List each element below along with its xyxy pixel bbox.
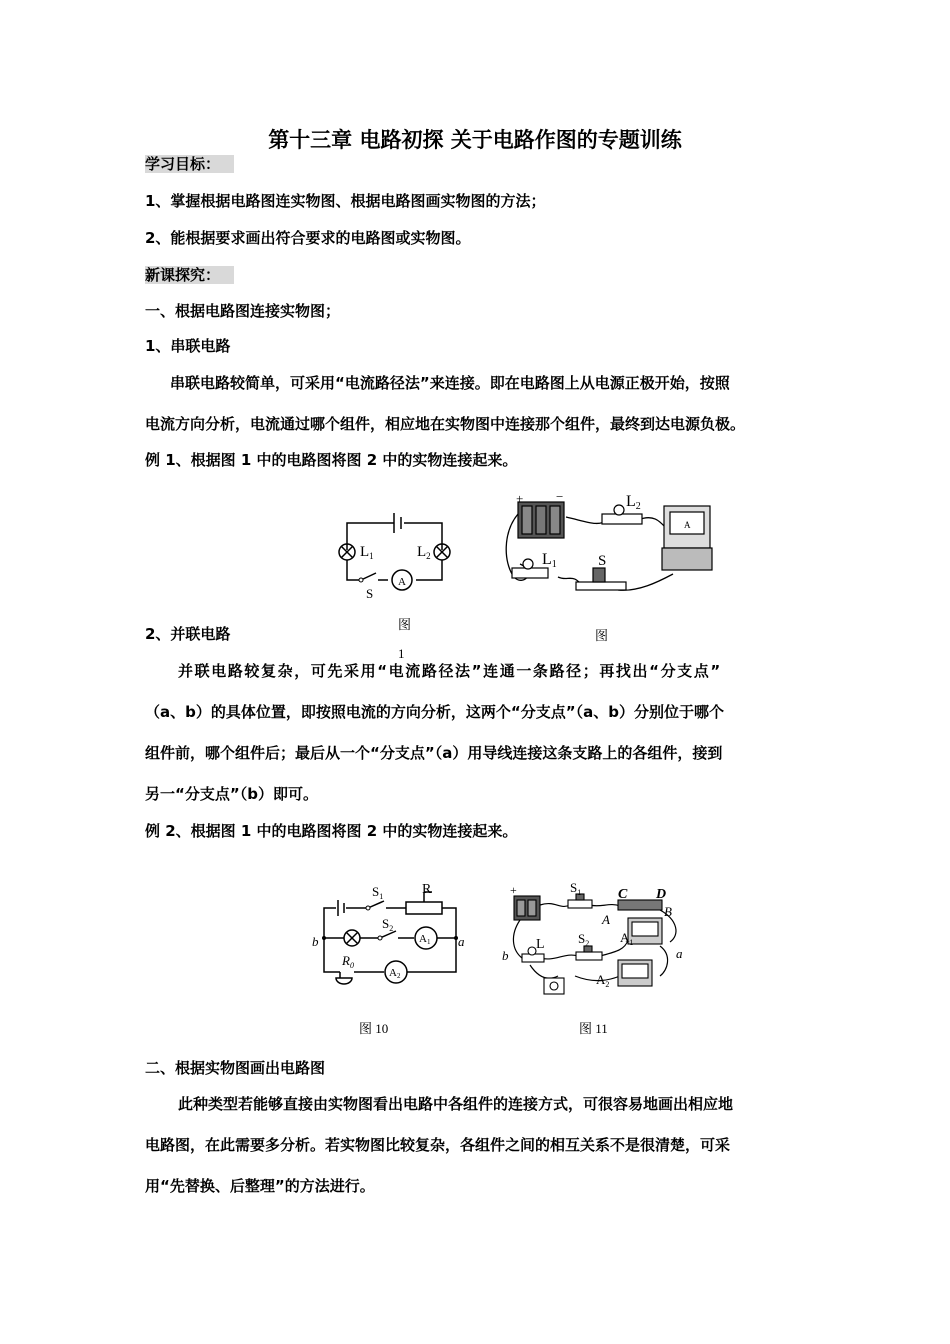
fig1-label-L2: $L_2$ xyxy=(417,544,431,561)
section-2-paragraph-line-2: 电路图，在此需要多分析。若实物图比较复杂，各组件之间的相互关系不是很清楚，可采 xyxy=(145,1136,731,1154)
fig1-label-L1: $L_1$ xyxy=(360,544,374,561)
fig11-label-L: L xyxy=(536,937,545,952)
fig11-label-b: b xyxy=(502,948,509,963)
figure-1-circuit-diagram xyxy=(330,505,460,605)
goal-item-2: 2、能根据要求画出符合要求的电路图或实物图。 xyxy=(145,229,471,247)
series-heading: 1、串联电路 xyxy=(145,337,231,355)
figure-2-physical-circuit xyxy=(498,492,718,602)
example-1: 例 1、根据图 1 中的电路图将图 2 中的实物连接起来。 xyxy=(145,451,518,469)
fig10-label-R: R xyxy=(422,882,432,897)
fig10-label-A1: A1 xyxy=(419,933,431,946)
series-paragraph-line-2: 电流方向分析，电流通过哪个组件，相应地在实物图中连接那个组件，最终到达电源负极。 xyxy=(145,415,746,433)
figure-10-caption: 图 10 xyxy=(359,1021,389,1036)
fig10-label-S2: $S_2$ xyxy=(382,916,394,933)
fig11-label-a: a xyxy=(676,946,683,961)
fig2-label-L1: L1 xyxy=(542,551,557,570)
new-lesson-heading: 新课探究： xyxy=(145,264,234,285)
parallel-paragraph-line-2: （a、b）的具体位置，即按照电流的方向分析，这两个“分支点”（a、b）分别位于哪个 xyxy=(145,703,724,721)
series-paragraph-line-1: 串联电路较简单，可采用“电流路径法”来连接。即在电路图上从电源正极开始，按照 xyxy=(170,374,730,392)
example-2: 例 2、根据图 1 中的电路图将图 2 中的实物连接起来。 xyxy=(145,822,518,840)
fig2-meter-label: A xyxy=(684,520,691,530)
fig11-label-A: A xyxy=(602,912,610,927)
fig10-label-a: a xyxy=(458,934,465,949)
fig11-plus-sign: + xyxy=(510,883,517,897)
section-2-heading: 二、根据实物图画出电路图 xyxy=(145,1059,326,1077)
figure-1-caption-number: 1 xyxy=(398,646,405,661)
parallel-paragraph-line-3: 组件前，哪个组件后；最后从一个“分支点”（a）用导线连接这条支路上的各组件，接到 xyxy=(145,744,723,762)
section-2-paragraph-line-3: 用“先替换、后整理”的方法进行。 xyxy=(145,1177,375,1195)
parallel-heading: 2、并联电路 xyxy=(145,625,231,643)
fig11-label-A2: $A_2$ xyxy=(596,972,610,989)
figure-11-caption: 图 11 xyxy=(579,1021,608,1036)
parallel-paragraph-line-1: 并联电路较复杂，可先采用“电流路径法”连通一条路径；再找出“分支点” xyxy=(178,662,722,680)
fig10-label-b: b xyxy=(312,934,319,949)
parallel-paragraph-line-4: 另一“分支点”（b）即可。 xyxy=(145,785,318,803)
goals-heading: 学习目标： xyxy=(145,153,234,174)
fig2-minus-sign: − xyxy=(556,492,564,504)
fig11-label-S2: $S_2$ xyxy=(578,931,590,948)
fig1-label-switch: S xyxy=(366,586,374,601)
fig1-label-ammeter: A xyxy=(398,576,406,588)
fig2-label-L2: L2 xyxy=(626,493,641,512)
fig11-label-C: C xyxy=(618,887,628,902)
fig10-label-S1: $S_1$ xyxy=(372,884,384,901)
fig10-label-A2: A2 xyxy=(389,967,401,980)
figure-10-circuit-diagram xyxy=(310,880,470,995)
fig11-label-S1: $S_1$ xyxy=(570,880,582,897)
fig10-label-R0: $R_0$ xyxy=(342,953,354,970)
fig2-label-S: S xyxy=(598,553,607,569)
section-1-heading: 一、根据电路图连接实物图； xyxy=(145,302,341,320)
fig11-label-B: B xyxy=(664,904,672,919)
figure-2-caption: 图 xyxy=(595,628,609,643)
fig11-label-A1: $A_1$ xyxy=(620,930,634,947)
section-2-paragraph-line-1: 此种类型若能够直接由实物图看出电路中各组件的连接方式，可很容易地画出相应地 xyxy=(178,1095,734,1113)
goal-item-1: 1、掌握根据电路图连实物图、根据电路图画实物图的方法； xyxy=(145,192,546,210)
fig2-plus-sign: + xyxy=(516,492,524,506)
figure-1-caption: 图 xyxy=(398,617,412,632)
page-title: 第十三章 电路初探 关于电路作图的专题训练 xyxy=(268,128,682,152)
figure-11-physical-circuit xyxy=(500,880,690,998)
fig11-label-D: D xyxy=(656,887,667,902)
